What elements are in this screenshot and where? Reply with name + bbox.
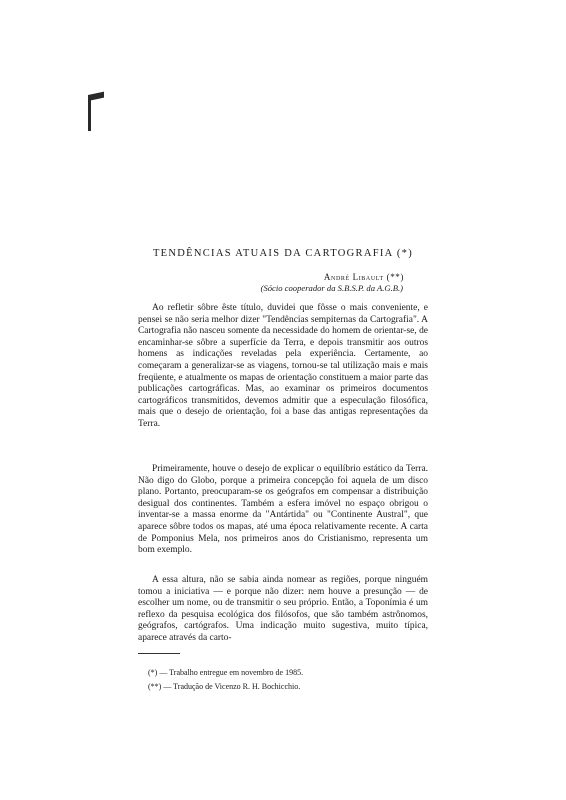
footnote-1: (*) — Trabalho entregue em novembro de 1985. — [148, 668, 304, 677]
article-author — [324, 272, 404, 282]
body-paragraph-3: A essa altura, não se sabia ainda nomear as regiões, porque ninguém tomou a iniciativa — e porque não dizer: nem houve a presunção — de escolher um nome, ou de transmitir o seu próprio. Então, a Toponímia é um reflexo da pesquisa ecológica dos filósofos, que são também astrônomos, geógrafos, cartógrafos. Uma indicação muito sugestiva, muito típica, aparece através da carto- — [138, 575, 428, 643]
author-affiliation: (Sócio cooperador da S.B.S.P. da A.G.B.) — [260, 283, 403, 293]
author-name: André Libault (**) — [323, 272, 404, 282]
footnote-2: (**) — Tradução de Vicenzo R. H. Bochicchio. — [148, 682, 301, 691]
body-paragraph-2: Primeiramente, houve o desejo de explicar o equilíbrio estático da Terra. Não digo do Globo, porque a primeira concepção foi aquela de um disco plano. Portanto, preocuparam-se os geógrafos em compensar a distribuição desigual dos continentes. Também a esfera imóvel no espaço obrigou o inventar-se a massa enorme da "Antártida" ou "Continente Austral", que aparece sôbre todos os mapas, até uma época relativamente recente. A carta de Pomponius Mela, nos primeiros anos do Cristianismo, representa um bom exemplo. — [138, 464, 428, 556]
body-paragraph-1: Ao refletir sôbre êste título, duvidei que fôsse o mais conveniente, e pensei se não seria melhor dizer "Tendências sempiternas da Cartografia". A Cartografia não nasceu somente da necessidade do homem de orientar-se, de encaminhar-se sôbre a superfície da Terra, e depois transmitir aos outros homens as indicações reveladas pela experiência. Certamente, ao começaram a generalizar-se as viagens, tornou-se tal utilização mais e mais freqüente, e atualmente os mapas de orientação constituem a maior parte das publicações cartográficas. Mas, ao examinar os primeiros documentos cartográficos transmitidos, devemos admitir que a especulação filosófica, mais que o desejo de orientação, foi a base das antigas representações da Terra. — [138, 303, 428, 429]
page-corner-mark — [88, 95, 99, 131]
footnote-rule — [138, 653, 180, 654]
article-title: TENDÊNCIAS ATUAIS DA CARTOGRAFIA (*) — [152, 248, 414, 259]
